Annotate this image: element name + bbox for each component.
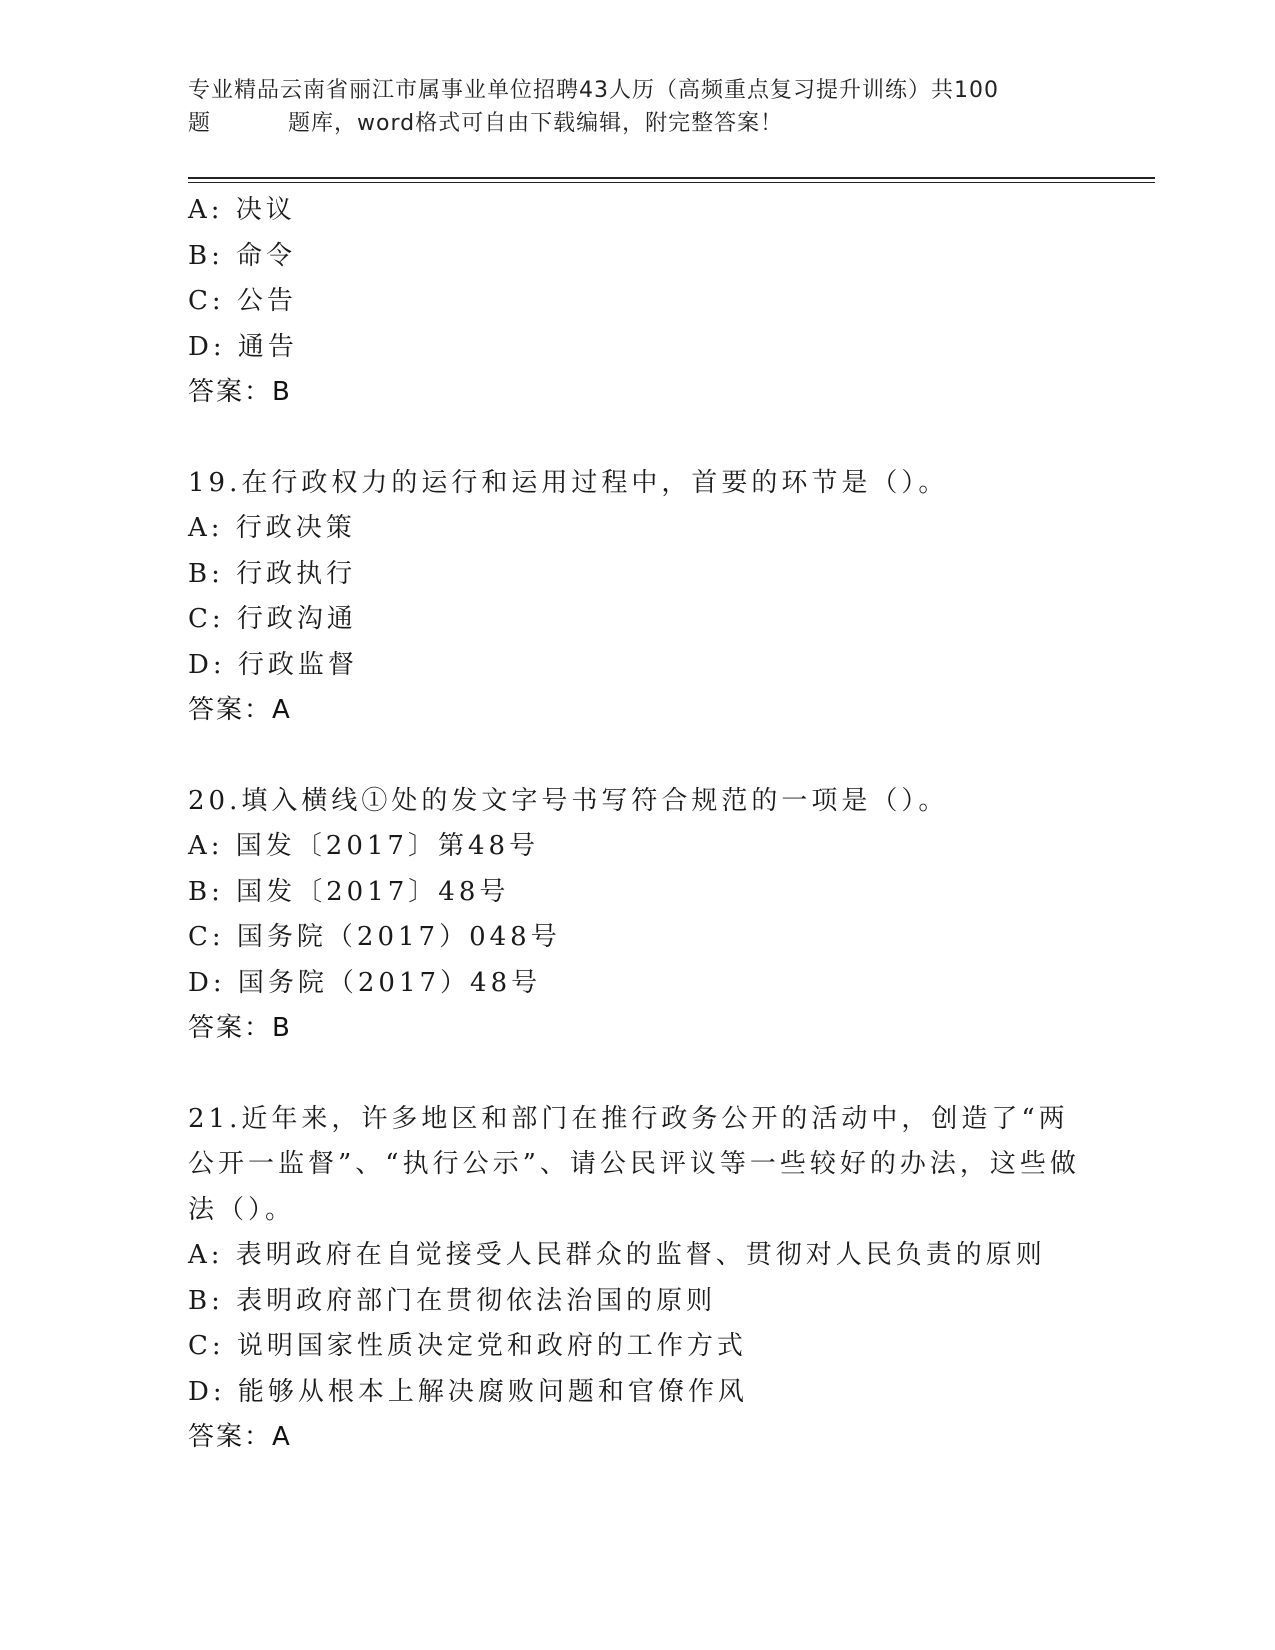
option-a: A: 表明政府在自觉接受人民群众的监督、贯彻对人民负责的原则 [188, 1240, 1046, 1270]
question-21 [188, 1097, 1088, 1461]
question-text: 20.填入横线①处的发文字号书写符合规范的一项是（）。 [188, 785, 949, 816]
option-c: C: 国务院（2017）048号 [188, 922, 561, 952]
option-b: B: 命令 [188, 240, 297, 271]
question-19 [188, 461, 1088, 734]
option-c: C: 行政沟通 [188, 604, 357, 634]
spacer [188, 734, 1088, 779]
option-c: C: 公告 [188, 286, 297, 316]
header-divider-thin [188, 182, 1155, 183]
answer: 答案：B [188, 1013, 292, 1043]
option-b: B: 表明政府部门在贯彻依法治国的原则 [188, 1285, 717, 1316]
option-a: A: 国发〔2017〕第48号 [188, 831, 540, 861]
question-20 [188, 779, 1088, 1052]
answer: 答案：A [188, 1422, 292, 1452]
question-list [188, 188, 1088, 1461]
option-d: D: 国务院（2017）48号 [188, 967, 542, 998]
spacer [188, 416, 1088, 461]
question-text: 19.在行政权力的运行和运用过程中，首要的环节是（）。 [188, 467, 949, 498]
option-d: D: 能够从根本上解决腐败问题和官僚作风 [188, 1376, 748, 1407]
option-a: A: 决议 [188, 195, 296, 225]
header-title-line2 [188, 107, 1088, 140]
question-18-continued [188, 188, 1088, 416]
document-header [188, 74, 1088, 140]
option-d: D: 通告 [188, 331, 298, 362]
header-title-line2-lead: 题 [188, 111, 212, 136]
answer: 答案：B [188, 377, 292, 407]
option-b: B: 国发〔2017〕48号 [188, 876, 510, 907]
header-title-line2-rest: 题库，word格式可自由下载编辑，附完整答案！ [288, 111, 784, 136]
option-b: B: 行政执行 [188, 558, 357, 589]
spacer [188, 1052, 1088, 1097]
question-text: 21.近年来，许多地区和部门在推行政务公开的活动中，创造了“两公开一监督”、“执行公示”、请公民评议等一些较好的办法，这些做法（）。 [188, 1103, 1080, 1225]
answer: 答案：A [188, 695, 292, 725]
header-title-line1: 专业精品云南省丽江市属事业单位招聘43人历（高频重点复习提升训练）共100 [188, 78, 999, 103]
option-d: D: 行政监督 [188, 649, 358, 680]
option-c: C: 说明国家性质决定党和政府的工作方式 [188, 1331, 747, 1361]
header-divider-thick [188, 177, 1155, 179]
option-a: A: 行政决策 [188, 513, 356, 543]
